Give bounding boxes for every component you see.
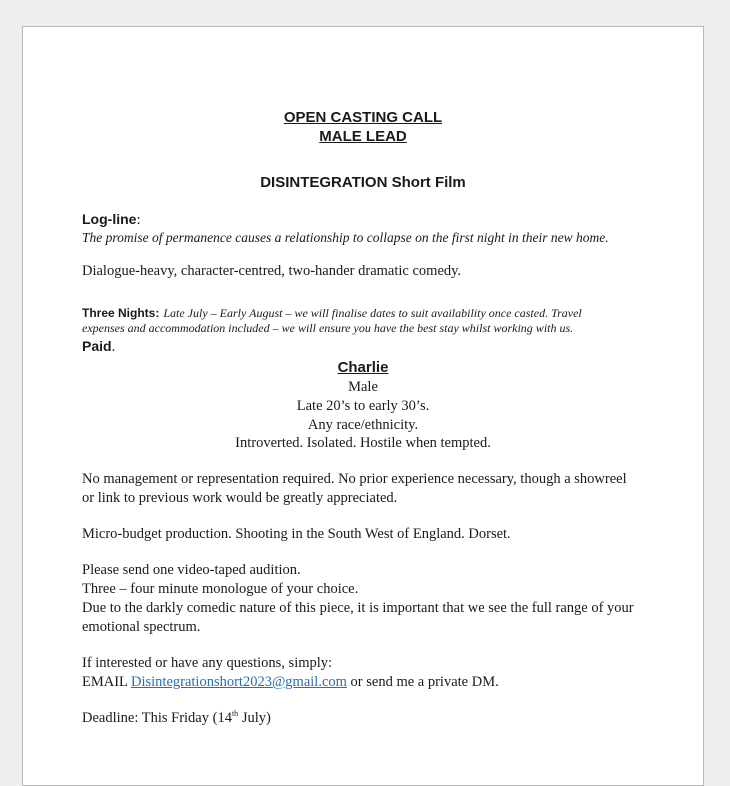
deadline-ordinal: th: [231, 709, 239, 719]
film-title: [23, 174, 703, 191]
contact-intro: If interested or have any questions, simply:: [82, 655, 333, 671]
heading-line-open-casting-call: OPEN CASTING CALL: [283, 109, 443, 126]
schedule-line-1: [82, 304, 582, 322]
email-suffix: or send me a private DM.: [350, 674, 499, 690]
audition-line-3: Due to the darkly comedic nature of this piece, it is important that we see the full range of your: [82, 600, 634, 616]
deadline-suffix: July): [238, 710, 271, 726]
character-name: Charlie: [337, 359, 389, 376]
genre-description: Dialogue-heavy, character-centred, two-hander dramatic comedy.: [82, 263, 462, 279]
production-details: Micro-budget production. Shooting in the South West of England. Dorset.: [82, 526, 511, 542]
schedule-label: Three Nights:: [82, 306, 160, 320]
character-age: Late 20’s to early 30’s.: [296, 398, 430, 414]
logline-label: Log-line: [82, 211, 137, 227]
audition-line-1: Please send one video-taped audition.: [82, 562, 301, 578]
logline-text: The promise of permanence causes a relationship to collapse on the first night in their new home.: [82, 230, 609, 245]
schedule-text-line-2: expenses and accommodation included – we will ensure you have the best stay whilst working with us.: [82, 321, 574, 335]
deadline-prefix: Deadline: This Friday (14: [82, 710, 232, 726]
character-ethnicity: Any race/ethnicity.: [307, 417, 419, 433]
audition-line-4: emotional spectrum.: [82, 619, 201, 635]
audition-line-2: Three – four minute monologue of your choice.: [82, 581, 359, 597]
logline-colon: :: [136, 212, 141, 228]
schedule-text-line-1: Late July – Early August – we will finalise dates to suit availability once casted. Travel: [163, 306, 582, 320]
film-title-subtitle: Short Film: [391, 174, 466, 191]
logline-label-row: [82, 211, 141, 229]
document-page: [22, 26, 704, 786]
email-prefix: EMAIL: [82, 674, 128, 690]
male-lead-heading: [23, 128, 703, 145]
requirements-line-1: No management or representation required. No prior experience necessary, though a showreel: [82, 471, 627, 487]
paid-row: [82, 338, 115, 356]
character-traits: Introverted. Isolated. Hostile when tempted.: [235, 435, 491, 451]
casting-call-heading: [23, 109, 703, 126]
deadline: [82, 710, 271, 727]
email-link[interactable]: Disintegrationshort2023@gmail.com: [131, 674, 347, 690]
paid-label: Paid: [82, 338, 112, 354]
paid-dot: .: [111, 339, 116, 355]
requirements-line-2: or link to previous work would be greatly appreciated.: [82, 490, 398, 506]
heading-line-male-lead: MALE LEAD: [319, 128, 407, 145]
film-title-name: DISINTEGRATION: [260, 174, 388, 191]
contact-email-row: [82, 674, 499, 691]
character-gender: Male: [348, 379, 378, 395]
